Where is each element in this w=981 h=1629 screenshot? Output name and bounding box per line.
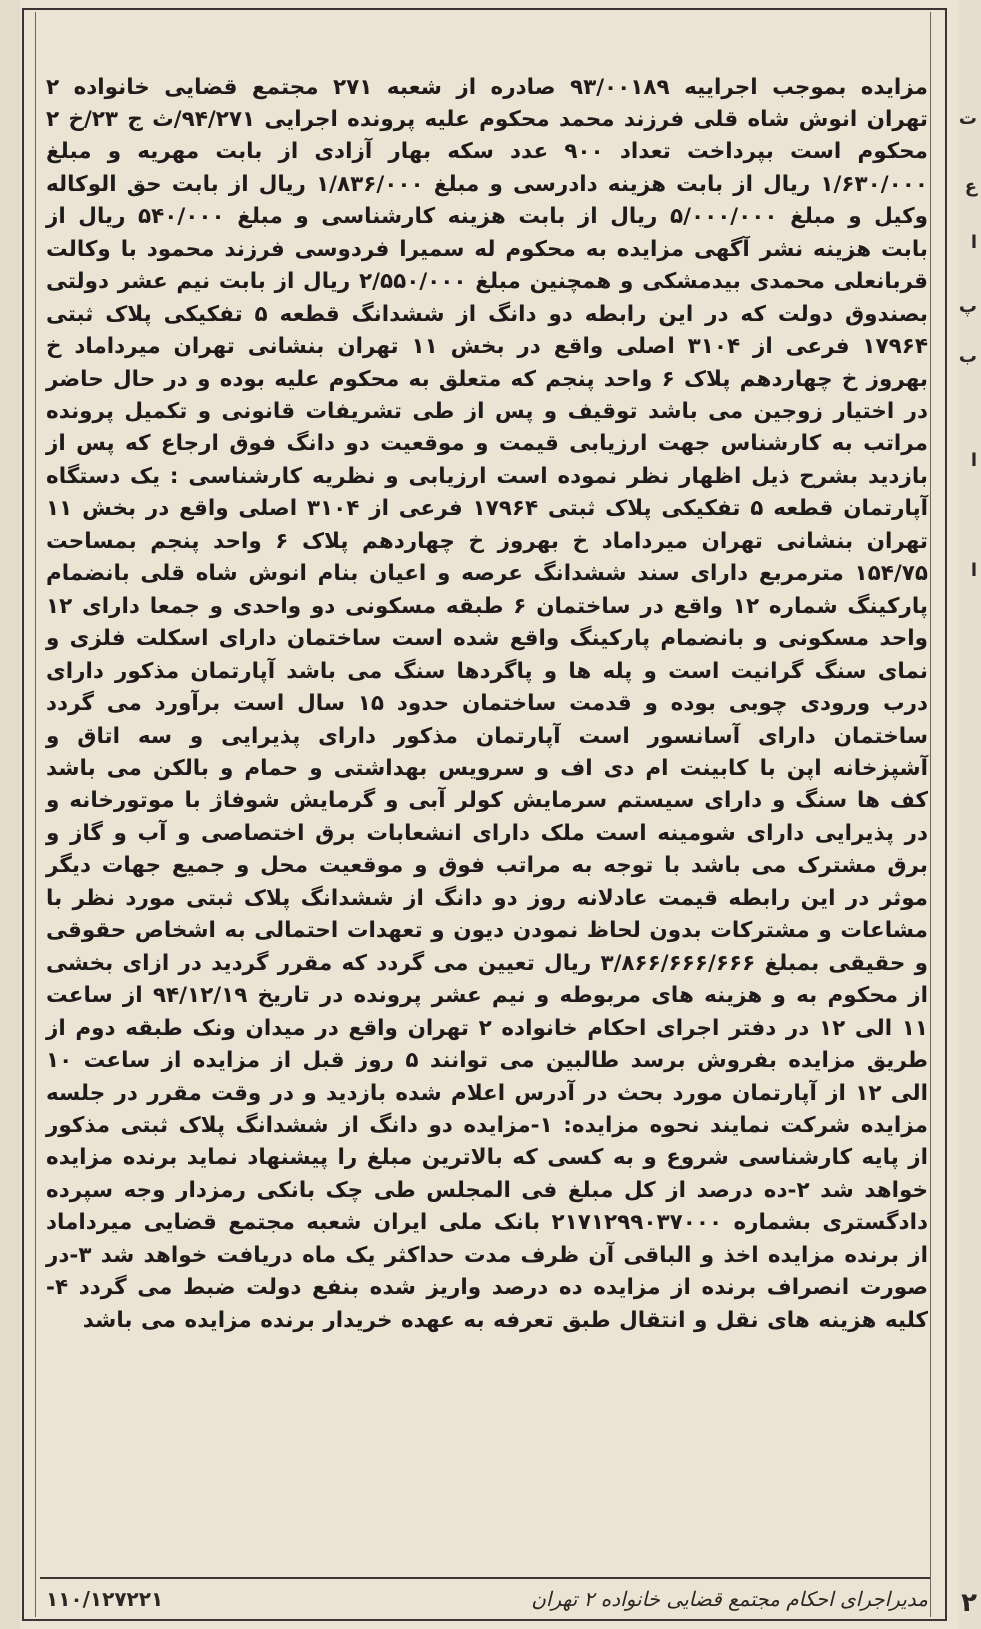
footer-code: ۱۱۰/۱۲۷۲۲۱ xyxy=(46,1587,164,1611)
fragment-char: ع xyxy=(964,176,977,197)
footer-signature: مدیراجرای احکام مجتمع قضایی خانواده ۲ تهران xyxy=(531,1587,928,1611)
fragment-char: ا xyxy=(970,232,977,253)
fragment-char: ا xyxy=(970,560,977,581)
fragment-char: پ xyxy=(958,296,977,317)
notice-footer xyxy=(46,1582,928,1616)
fragment-char: ا xyxy=(970,450,977,471)
auction-notice-body: مزایده بموجب اجراییه ۹۳/۰۰۱۸۹ صادره از شعبه ۲۷۱ مجتمع قضایی خانواده ۲ تهران انوش شاه قلی فرزند محمد محکوم علیه پرونده اجرایی ۹۴/۲۷۱/ث ج ۲۳/خ ۲ محکوم است بپرداخت تعداد ۹۰۰ عدد سکه بهار آزادی از بابت مهریه و مبلغ ۱/۶۳۰/۰۰۰ ریال از بابت هزینه دادرسی و مبلغ ۱/۸۳۶/۰۰۰ ریال از بابت حق الوکاله وکیل و مبلغ ۵/۰۰۰/۰۰۰ ریال از بابت هزینه کارشناسی و مبلغ ۵۴۰/۰۰۰ ریال از بابت هزینه نشر آگهی مزایده به محکوم له سمیرا فردوسی فرزند محمود با وکالت قربانعلی محمدی بیدمشکی و همچنین مبلغ ۲/۵۵۰/۰۰۰ ریال از بابت نیم عشر دولتی بصندوق دولت که در این رابطه دو دانگ از ششدانگ قطعه ۵ تفکیکی پلاک ثبتی ۱۷۹۶۴ فرعی از ۳۱۰۴ اصلی واقع در بخش ۱۱ تهران بنشانی تهران میرداماد خ بهروز خ چهاردهم پلاک ۶ واحد پنجم که متعلق به محکوم علیه بوده و در حال حاضر در اختیار زوجین می باشد توقیف و پس از طی تشریفات قانونی و تکمیل پرونده مراتب به کارشناس جهت ارزیابی قیمت و موقعیت دو دانگ فوق ارجاع که پس از بازدید بشرح ذیل اظهار نظر نموده است ارزیابی و نظریه کارشناسی : یک دستگاه آپارتمان قطعه ۵ تفکیکی پلاک ثبتی ۱۷۹۶۴ فرعی از ۳۱۰۴ اصلی واقع در بخش ۱۱ تهران بنشانی تهران میرداماد خ بهروز خ چهاردهم پلاک ۶ واحد پنجم بمساحت ۱۵۴/۷۵ مترمربع دارای سند ششدانگ عرصه و اعیان بنام انوش شاه قلی بانضمام پارکینگ شماره ۱۲ واقع در ساختمان ۶ طبقه مسکونی دو واحدی و جمعا دارای ۱۲ واحد مسکونی و بانضمام پارکینگ واقع شده است ساختمان دارای اسکلت فلزی و نمای سنگ گرانیت است و پله ها و پاگردها سنگ می باشد آپارتمان مذکور دارای درب ورودی چوبی بوده و قدمت ساختمان حدود ۱۵ سال است برآورد می گردد ساختمان دارای آسانسور است آپارتمان مذکور دارای پذیرایی و سه اتاق و آشپزخانه اپن با کابینت ام دی اف و سرویس بهداشتی و حمام و بالکن می باشد کف ها سنگ و دارای سیستم سرمایش کولر آبی و گرمایش شوفاژ با موتورخانه و در پذیرایی دارای شومینه است ملک دارای انشعابات برق اختصاصی و آب و گاز و برق مشترک می باشد با توجه به مراتب فوق و موقعیت محل و جمیع جهات دیگر موثر در این رابطه قیمت عادلانه روز دو دانگ از ششدانگ پلاک ثبتی مورد نظر با مشاعات و مشترکات بدون لحاظ نمودن دیون و تعهدات احتمالی به اشخاص حقوقی و حقیقی بمبلغ ۳/۸۶۶/۶۶۶/۶۶۶ ریال تعیین می گردد که مقرر گردید در ازای بخشی از محکوم به و هزینه های مربوطه و نیم عشر پرونده در تاریخ ۹۴/۱۲/۱۹ از ساعت ۱۱ الی ۱۲ در دفتر اجرای احکام خانواده ۲ تهران واقع در میدان ونک طبقه دوم از طریق مزایده بفروش برسد طالبین می توانند ۵ روز قبل از مزایده از ساعت ۱۰ الی ۱۲ از آپارتمان مورد بحث در آدرس اعلام شده بازدید و در وقت مقرر در جلسه مزایده شرکت نمایند نحوه مزایده: ۱-مزایده دو دانگ از ششدانگ پلاک ثبتی مذکور از پایه کارشناسی شروع و به کسی که بالاترین مبلغ را پیشنهاد نماید برنده مزایده خواهد شد ۲-ده درصد از کل مبلغ فی المجلس طی چک بانکی رمزدار وجه سپرده دادگستری بشماره ۲۱۷۱۲۹۹۰۳۷۰۰۰ بانک ملی ایران شعبه مجتمع قضایی میرداماد از برنده مزایده اخذ و الباقی آن ظرف مدت حداکثر یک ماه دریافت خواهد شد ۳-در صورت انصراف برنده از مزایده ده درصد واریز شده بنفع دولت ضبط می گردد ۴-کلیه هزینه های نقل و انتقال طبق تعرفه به عهده خریدار برنده مزایده می باشد xyxy=(46,74,929,1333)
left-margin-strip xyxy=(0,0,20,1629)
fragment-char: ت xyxy=(958,108,977,129)
adjacent-column-fragment xyxy=(959,0,981,1629)
fragment-char: ب xyxy=(958,346,977,367)
fragment-char: ۲ xyxy=(961,1588,977,1618)
footer-divider xyxy=(40,1577,930,1579)
